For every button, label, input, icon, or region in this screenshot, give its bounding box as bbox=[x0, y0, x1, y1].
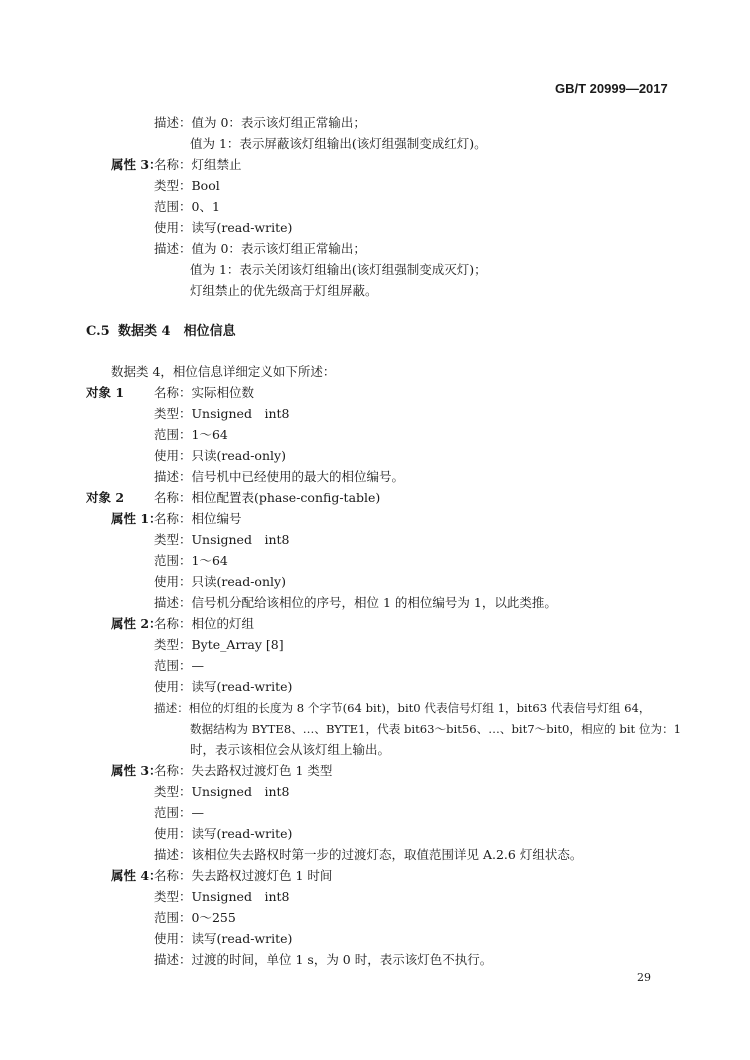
obj2-attr3-type: 类型：Unsigned int8 bbox=[154, 784, 290, 799]
obj2-attr1-range: 范围：1～64 bbox=[154, 553, 228, 568]
obj2-attr2-range: 范围：— bbox=[154, 658, 205, 673]
obj2-attr4-type: 类型：Unsigned int8 bbox=[154, 889, 290, 904]
section-number: C.5 bbox=[86, 324, 110, 339]
obj1-type: 类型：Unsigned int8 bbox=[154, 406, 290, 421]
obj2-attr4-label: 属性 4： bbox=[111, 868, 162, 883]
attr3-label: 属性 3： bbox=[111, 157, 162, 172]
obj2-attr3-label: 属性 3： bbox=[111, 763, 162, 778]
obj2-label: 对象 2 bbox=[86, 490, 125, 505]
obj2-attr3-use: 使用：读写(read-write) bbox=[154, 826, 293, 841]
obj2-attr2-label: 属性 2： bbox=[111, 616, 162, 631]
standard-number: GB/T 20999—2017 bbox=[555, 81, 668, 96]
obj2-attr3-desc: 描述：该相位失去路权时第一步的过渡灯态，取值范围详见 A.2.6 灯组状态。 bbox=[154, 847, 583, 862]
obj2-attr4-desc: 描述：过渡的时间，单位 1 s，为 0 时，表示该灯色不执行。 bbox=[154, 952, 493, 967]
obj2-attr1-label: 属性 1： bbox=[111, 511, 162, 526]
page-number: 29 bbox=[637, 971, 651, 984]
obj2-name: 名称：相位配置表(phase-config-table) bbox=[154, 490, 381, 505]
obj2-attr4-use: 使用：读写(read-write) bbox=[154, 931, 293, 946]
obj2-attr4-name: 名称：失去路权过渡灯色 1 时间 bbox=[154, 868, 333, 883]
obj2-attr4-range: 范围：0～255 bbox=[154, 910, 236, 925]
obj2-attr1-use: 使用：只读(read-only) bbox=[154, 574, 286, 589]
obj1-label: 对象 1 bbox=[86, 385, 125, 400]
obj1-desc: 描述：信号机中已经使用的最大的相位编号。 bbox=[154, 469, 405, 484]
attr3-desc-line3: 灯组禁止的优先级高于灯组屏蔽。 bbox=[190, 283, 378, 298]
obj1-use: 使用：只读(read-only) bbox=[154, 448, 286, 463]
attr3-range: 范围：0、1 bbox=[154, 199, 220, 214]
attr3-name: 名称：灯组禁止 bbox=[154, 157, 242, 172]
top-desc-line1: 描述：值为 0：表示该灯组正常输出； bbox=[154, 115, 366, 130]
attr3-desc: 描述：值为 0：表示该灯组正常输出； bbox=[154, 241, 366, 256]
obj1-range: 范围：1～64 bbox=[154, 427, 228, 442]
obj1-name: 名称：实际相位数 bbox=[154, 385, 255, 400]
section-title: 数据类 4 相位信息 bbox=[118, 324, 236, 339]
attr3-desc-line2: 值为 1：表示关闭该灯组输出(该灯组强制变成灭灯)； bbox=[190, 262, 487, 277]
obj2-attr2-type: 类型：Byte_Array [8] bbox=[154, 637, 284, 652]
top-desc-line2: 值为 1：表示屏蔽该灯组输出(该灯组强制变成红灯)。 bbox=[190, 136, 487, 151]
obj2-attr2-desc-line1: 描述：相位的灯组的长度为 8 个字节(64 bit)，bit0 代表信号灯组 1，bit63 代表信号灯组 64， bbox=[154, 701, 651, 715]
attr3-type: 类型：Bool bbox=[154, 178, 220, 193]
obj2-attr3-name: 名称：失去路权过渡灯色 1 类型 bbox=[154, 763, 333, 778]
obj2-attr2-use: 使用：读写(read-write) bbox=[154, 679, 293, 694]
obj2-attr2-desc-line2: 数据结构为 BYTE8、…、BYTE1，代表 bit63～bit56、…、bit7～bit0，相应的 bit 位为：1 bbox=[190, 722, 682, 736]
obj2-attr1-type: 类型：Unsigned int8 bbox=[154, 532, 290, 547]
section-intro: 数据类 4，相位信息详细定义如下所述： bbox=[111, 364, 336, 379]
obj2-attr3-range: 范围：— bbox=[154, 805, 205, 820]
obj2-attr2-desc-line3: 时，表示该相位会从该灯组上输出。 bbox=[190, 742, 391, 757]
attr3-use: 使用：读写(read-write) bbox=[154, 220, 293, 235]
obj2-attr2-name: 名称：相位的灯组 bbox=[154, 616, 255, 631]
obj2-attr1-name: 名称：相位编号 bbox=[154, 511, 242, 526]
obj2-attr1-desc: 描述：信号机分配给该相位的序号，相位 1 的相位编号为 1，以此类推。 bbox=[154, 595, 557, 610]
